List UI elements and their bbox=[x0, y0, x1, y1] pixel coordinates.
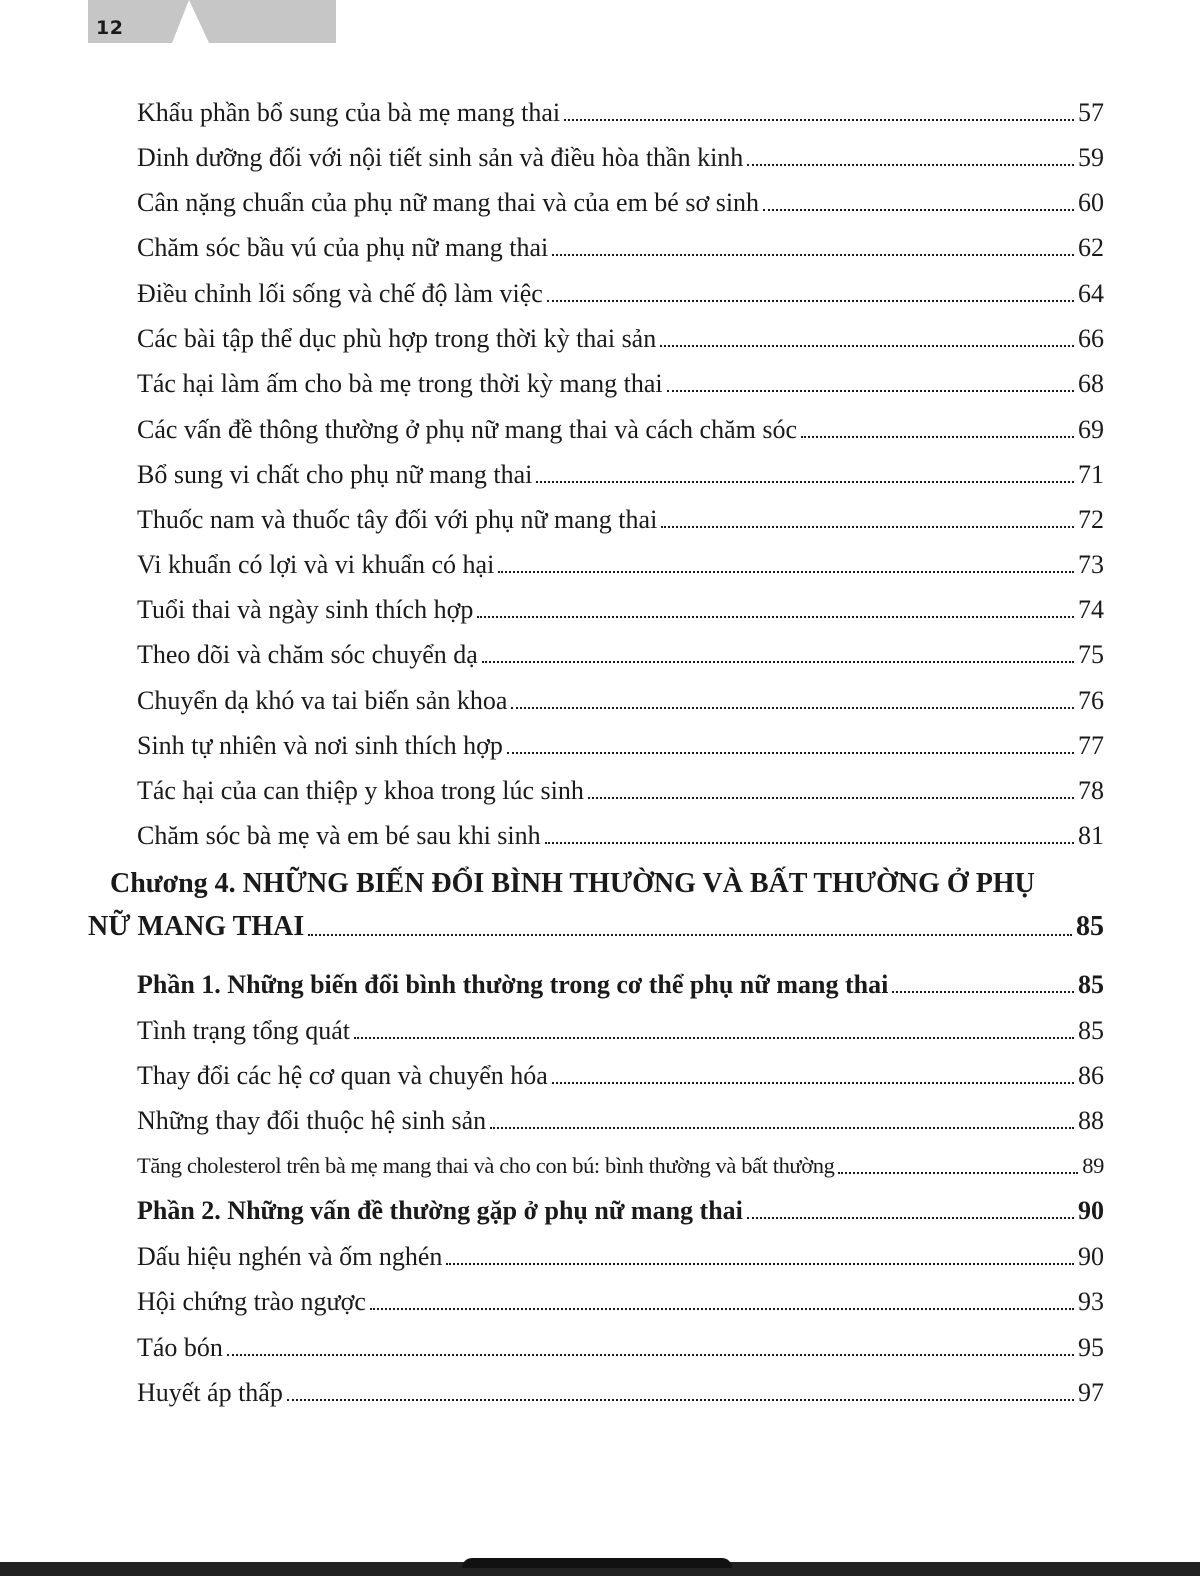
toc-entry[interactable] bbox=[137, 180, 1104, 218]
toc-entry-title: Thuốc nam và thuốc tây đối với phụ nữ mang thai bbox=[137, 505, 658, 534]
dot-leader bbox=[588, 797, 1074, 799]
toc-entry-title: Tác hại của can thiệp y khoa trong lúc sinh bbox=[137, 776, 584, 805]
toc-entry-page: 97 bbox=[1078, 1378, 1104, 1407]
page-number: 12 bbox=[96, 17, 124, 39]
toc-entry[interactable] bbox=[137, 452, 1104, 490]
toc-entry-title: Huyết áp thấp bbox=[137, 1378, 283, 1407]
toc-entry[interactable] bbox=[137, 1279, 1104, 1317]
toc-entry[interactable] bbox=[137, 1098, 1104, 1136]
dot-leader bbox=[545, 842, 1074, 844]
dot-leader bbox=[552, 1082, 1074, 1084]
dot-leader bbox=[287, 1399, 1074, 1401]
toc-entry-title: Vi khuẩn có lợi và vi khuẩn có hại bbox=[137, 550, 495, 579]
dot-leader bbox=[482, 661, 1074, 663]
toc-entry-title: Tác hại làm ấm cho bà mẹ trong thời kỳ mang thai bbox=[137, 369, 663, 398]
toc-entry-page: 88 bbox=[1078, 1106, 1104, 1135]
toc-entry-title: Cân nặng chuẩn của phụ nữ mang thai và của em bé sơ sinh bbox=[137, 188, 760, 217]
toc-entry[interactable] bbox=[137, 497, 1104, 535]
toc-entry[interactable] bbox=[137, 587, 1104, 625]
toc-entry[interactable] bbox=[137, 632, 1104, 670]
dot-leader bbox=[747, 1217, 1074, 1219]
toc-entry[interactable] bbox=[137, 1325, 1104, 1363]
toc-entry-title: Các vấn đề thông thường ở phụ nữ mang thai và cách chăm sóc bbox=[137, 415, 798, 444]
dot-leader bbox=[536, 481, 1074, 483]
dot-leader bbox=[801, 436, 1074, 438]
part-heading[interactable] bbox=[137, 1188, 1104, 1226]
toc-entry-page: 95 bbox=[1078, 1333, 1104, 1362]
dot-leader bbox=[747, 164, 1074, 166]
toc-entry-title: Tăng cholesterol trên bà mẹ mang thai và cho con bú: bình thường và bất thường bbox=[137, 1153, 835, 1178]
toc-entry[interactable] bbox=[137, 1008, 1104, 1046]
toc-entry-title: Tình trạng tổng quát bbox=[137, 1016, 351, 1045]
toc-entry-title: Khẩu phần bổ sung của bà mẹ mang thai bbox=[137, 98, 561, 127]
toc-entry-page: 66 bbox=[1078, 324, 1104, 353]
toc-entry[interactable] bbox=[137, 1053, 1104, 1091]
toc-entry[interactable] bbox=[137, 361, 1104, 399]
toc-entry[interactable] bbox=[137, 678, 1104, 716]
toc-entry-page: 81 bbox=[1078, 821, 1104, 850]
part-heading[interactable] bbox=[137, 962, 1104, 1000]
toc-entry[interactable] bbox=[137, 723, 1104, 761]
toc-entry-title: Chăm sóc bầu vú của phụ nữ mang thai bbox=[137, 233, 549, 262]
chapter-heading-line2: NỮ MANG THAI bbox=[88, 911, 305, 942]
dot-leader bbox=[308, 934, 1072, 936]
toc-entry-page: 89 bbox=[1082, 1153, 1104, 1178]
toc-entry-page: 68 bbox=[1078, 369, 1104, 398]
part-title: Phần 2. Những vấn đề thường gặp ở phụ nữ mang thai bbox=[137, 1196, 743, 1225]
toc-entry-title: Theo dõi và chăm sóc chuyển dạ bbox=[137, 640, 478, 669]
dot-leader bbox=[227, 1354, 1074, 1356]
toc-entry-title: Thay đổi các hệ cơ quan và chuyển hóa bbox=[137, 1061, 548, 1090]
dot-leader bbox=[667, 390, 1074, 392]
toc-entry-page: 69 bbox=[1078, 415, 1104, 444]
toc-entry-page: 73 bbox=[1078, 550, 1104, 579]
toc-entry[interactable] bbox=[137, 271, 1104, 309]
dot-leader bbox=[547, 300, 1074, 302]
dot-leader bbox=[892, 991, 1074, 993]
dot-leader bbox=[477, 616, 1074, 618]
dot-leader bbox=[564, 119, 1074, 121]
toc-entry-page: 64 bbox=[1078, 279, 1104, 308]
toc-entry-page: 60 bbox=[1078, 188, 1104, 217]
toc-entry[interactable] bbox=[137, 768, 1104, 806]
toc-entry[interactable] bbox=[137, 542, 1104, 580]
toc-entry-page: 59 bbox=[1078, 143, 1104, 172]
chapter-page: 85 bbox=[1076, 911, 1104, 942]
toc-entry-page: 76 bbox=[1078, 686, 1104, 715]
toc-entry-page: 77 bbox=[1078, 731, 1104, 760]
toc-entry-title: Bổ sung vi chất cho phụ nữ mang thai bbox=[137, 460, 533, 489]
dot-leader bbox=[552, 254, 1074, 256]
dot-leader bbox=[763, 209, 1074, 211]
toc-entry-page: 78 bbox=[1078, 776, 1104, 805]
dot-leader bbox=[838, 1172, 1078, 1174]
toc-entry-page: 90 bbox=[1078, 1242, 1104, 1271]
toc-entry-title: Các bài tập thể dục phù hợp trong thời kỳ thai sản bbox=[137, 324, 657, 353]
dot-leader bbox=[354, 1037, 1074, 1039]
toc-entry-page: 62 bbox=[1078, 233, 1104, 262]
toc-entry-page: 74 bbox=[1078, 595, 1104, 624]
part-title: Phần 1. Những biến đổi bình thường trong cơ thể phụ nữ mang thai bbox=[137, 970, 889, 999]
toc-entry-page: 85 bbox=[1078, 1016, 1104, 1045]
toc-entry-title: Chuyển dạ khó va tai biến sản khoa bbox=[137, 686, 508, 715]
toc-entry-title: Sinh tự nhiên và nơi sinh thích hợp bbox=[137, 731, 503, 760]
toc-entry-page: 86 bbox=[1078, 1061, 1104, 1090]
toc-entry-title: Điều chỉnh lối sống và chế độ làm việc bbox=[137, 279, 543, 308]
dot-leader bbox=[370, 1308, 1074, 1310]
bottom-edge-notch bbox=[462, 1558, 732, 1568]
part-page: 90 bbox=[1078, 1196, 1104, 1225]
dot-leader bbox=[660, 345, 1074, 347]
toc-entry[interactable] bbox=[137, 316, 1104, 354]
chapter-heading[interactable] bbox=[88, 905, 1104, 943]
toc-entry-title: Những thay đổi thuộc hệ sinh sản bbox=[137, 1106, 487, 1135]
toc-entry-title: Hội chứng trào ngược bbox=[137, 1287, 366, 1316]
dot-leader bbox=[507, 752, 1074, 754]
toc-entry-title: Dấu hiệu nghén và ốm nghén bbox=[137, 1242, 443, 1271]
toc-entry-page: 72 bbox=[1078, 505, 1104, 534]
toc-entry-page: 75 bbox=[1078, 640, 1104, 669]
dot-leader bbox=[661, 526, 1074, 528]
toc-entry[interactable] bbox=[137, 135, 1104, 173]
toc-entry-page: 71 bbox=[1078, 460, 1104, 489]
toc-entry[interactable] bbox=[137, 225, 1104, 263]
toc-entry-title: Táo bón bbox=[137, 1333, 223, 1362]
dot-leader bbox=[446, 1263, 1074, 1265]
dot-leader bbox=[498, 571, 1074, 573]
part-page: 85 bbox=[1078, 970, 1104, 999]
toc-entry[interactable] bbox=[137, 1143, 1104, 1181]
toc-entry[interactable] bbox=[137, 1370, 1104, 1408]
toc-entry-title: Dinh dưỡng đối với nội tiết sinh sản và điều hòa thần kinh bbox=[137, 143, 744, 172]
toc-entry[interactable] bbox=[137, 1234, 1104, 1272]
toc-entry-page: 93 bbox=[1078, 1287, 1104, 1316]
toc-entry-title: Chăm sóc bà mẹ và em bé sau khi sinh bbox=[137, 821, 541, 850]
dot-leader bbox=[490, 1127, 1074, 1129]
toc-entry[interactable] bbox=[137, 90, 1104, 128]
toc-entry[interactable] bbox=[137, 813, 1104, 851]
chapter-heading-line1[interactable]: Chương 4. NHỮNG BIẾN ĐỔI BÌNH THƯỜNG VÀ BẤT THƯỜNG Ở PHỤ bbox=[110, 868, 1035, 899]
dot-leader bbox=[511, 707, 1074, 709]
toc-entry-title: Tuổi thai và ngày sinh thích hợp bbox=[137, 595, 474, 624]
toc-entry[interactable] bbox=[137, 407, 1104, 445]
toc-entry-page: 57 bbox=[1078, 98, 1104, 127]
